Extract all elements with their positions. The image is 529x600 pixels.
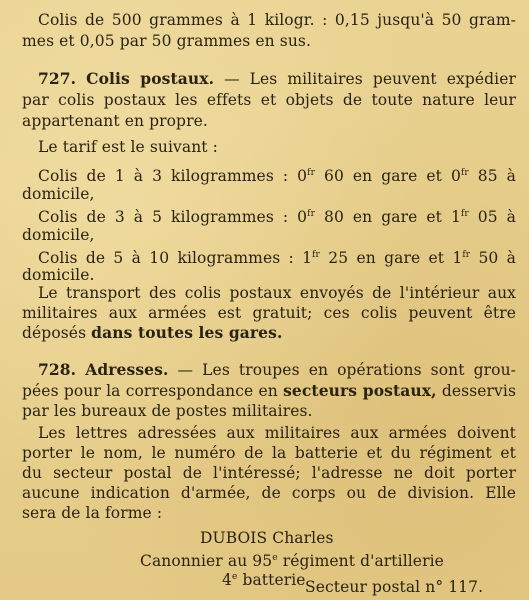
text-line <box>22 323 282 343</box>
section-728-heading <box>38 360 516 380</box>
text-span: 80 en gare et 1 <box>323 208 461 226</box>
text-line: militaires aux armées est gratuit; ces colis peuvent être <box>22 304 516 322</box>
text-span: desservis <box>441 382 516 400</box>
text-line: par les bureaux de postes militaires. <box>22 402 313 420</box>
text-span: Colis de 5 à 10 kilogrammes : 1 <box>38 249 313 267</box>
superscript: e <box>272 553 278 563</box>
text-line <box>22 381 516 401</box>
superscript: e <box>231 572 238 582</box>
text-line: du secteur postal de l'intéressé; l'adresse ne doit porter <box>22 464 516 482</box>
text-span: — Les militaires peuvent expédier <box>224 70 516 88</box>
tariff-line <box>38 204 516 227</box>
superscript: fr <box>462 250 471 260</box>
text-line: domicile, <box>22 185 95 203</box>
text-span: batterie <box>242 571 306 589</box>
superscript: fr <box>307 209 315 219</box>
superscript: fr <box>312 250 320 260</box>
text-span: Colis de 3 à 5 kilogrammes : 0 <box>38 208 308 226</box>
section-title: Colis postaux. <box>86 69 215 88</box>
text-span: 60 en gare et 0 <box>323 167 461 185</box>
text-span: déposés <box>22 324 87 342</box>
bold-span: dans toutes les gares. <box>91 323 283 342</box>
text-line: appartenant en propre. <box>22 112 208 130</box>
text-span: 85 à <box>477 167 517 185</box>
text-line: mes et 0,05 par 50 grammes en sus. <box>22 32 311 50</box>
superscript: fr <box>307 168 315 178</box>
bold-span: secteurs postaux, <box>283 381 437 400</box>
text-line: domicile. <box>22 266 95 284</box>
text-line: Colis de 500 grammes à 1 kilogr. : 0,15 jusqu'à 50 gram- <box>38 11 516 29</box>
text-span: 4 <box>222 571 232 589</box>
text-span: — Les troupes en opérations sont grou- <box>177 361 517 379</box>
address-battery <box>222 567 306 590</box>
text-span: Colis de 1 à 3 kilogrammes : 0 <box>38 167 308 185</box>
text-span: Canonnier au 95 <box>140 552 273 570</box>
section-727-heading <box>38 69 516 89</box>
text-span: pées pour la correspondance en <box>22 382 278 400</box>
text-line: aucune indication d'armée, de corps ou de division. Elle <box>22 484 516 502</box>
text-line: Le transport des colis postaux envoyés de l'intérieur aux <box>38 284 516 302</box>
text-line: par colis postaux les effets et objets de toute nature leur <box>22 91 516 109</box>
address-sector: Secteur postal n° 117. <box>305 578 484 596</box>
section-number: 727. <box>38 69 77 88</box>
superscript: fr <box>460 168 469 178</box>
section-title: Adresses. <box>85 360 169 379</box>
text-span: régiment d'artillerie <box>282 552 444 570</box>
text-line: Les lettres adressées aux militaires aux armées doivent <box>38 424 516 442</box>
section-number: 728. <box>38 360 77 379</box>
address-name: DUBOIS Charles <box>200 529 334 547</box>
text-line: Le tarif est le suivant : <box>38 138 218 156</box>
tariff-line <box>38 163 516 186</box>
text-span: 50 à <box>478 249 517 267</box>
tariff-line <box>38 245 516 268</box>
text-span: 05 à <box>477 208 517 226</box>
text-line: sera de la forme : <box>22 504 163 522</box>
text-span: 25 en gare et 1 <box>328 249 463 267</box>
superscript: fr <box>460 209 469 219</box>
text-line: domicile, <box>22 226 95 244</box>
text-line: porter le nom, le numéro de la batterie et du régiment et <box>22 444 516 462</box>
